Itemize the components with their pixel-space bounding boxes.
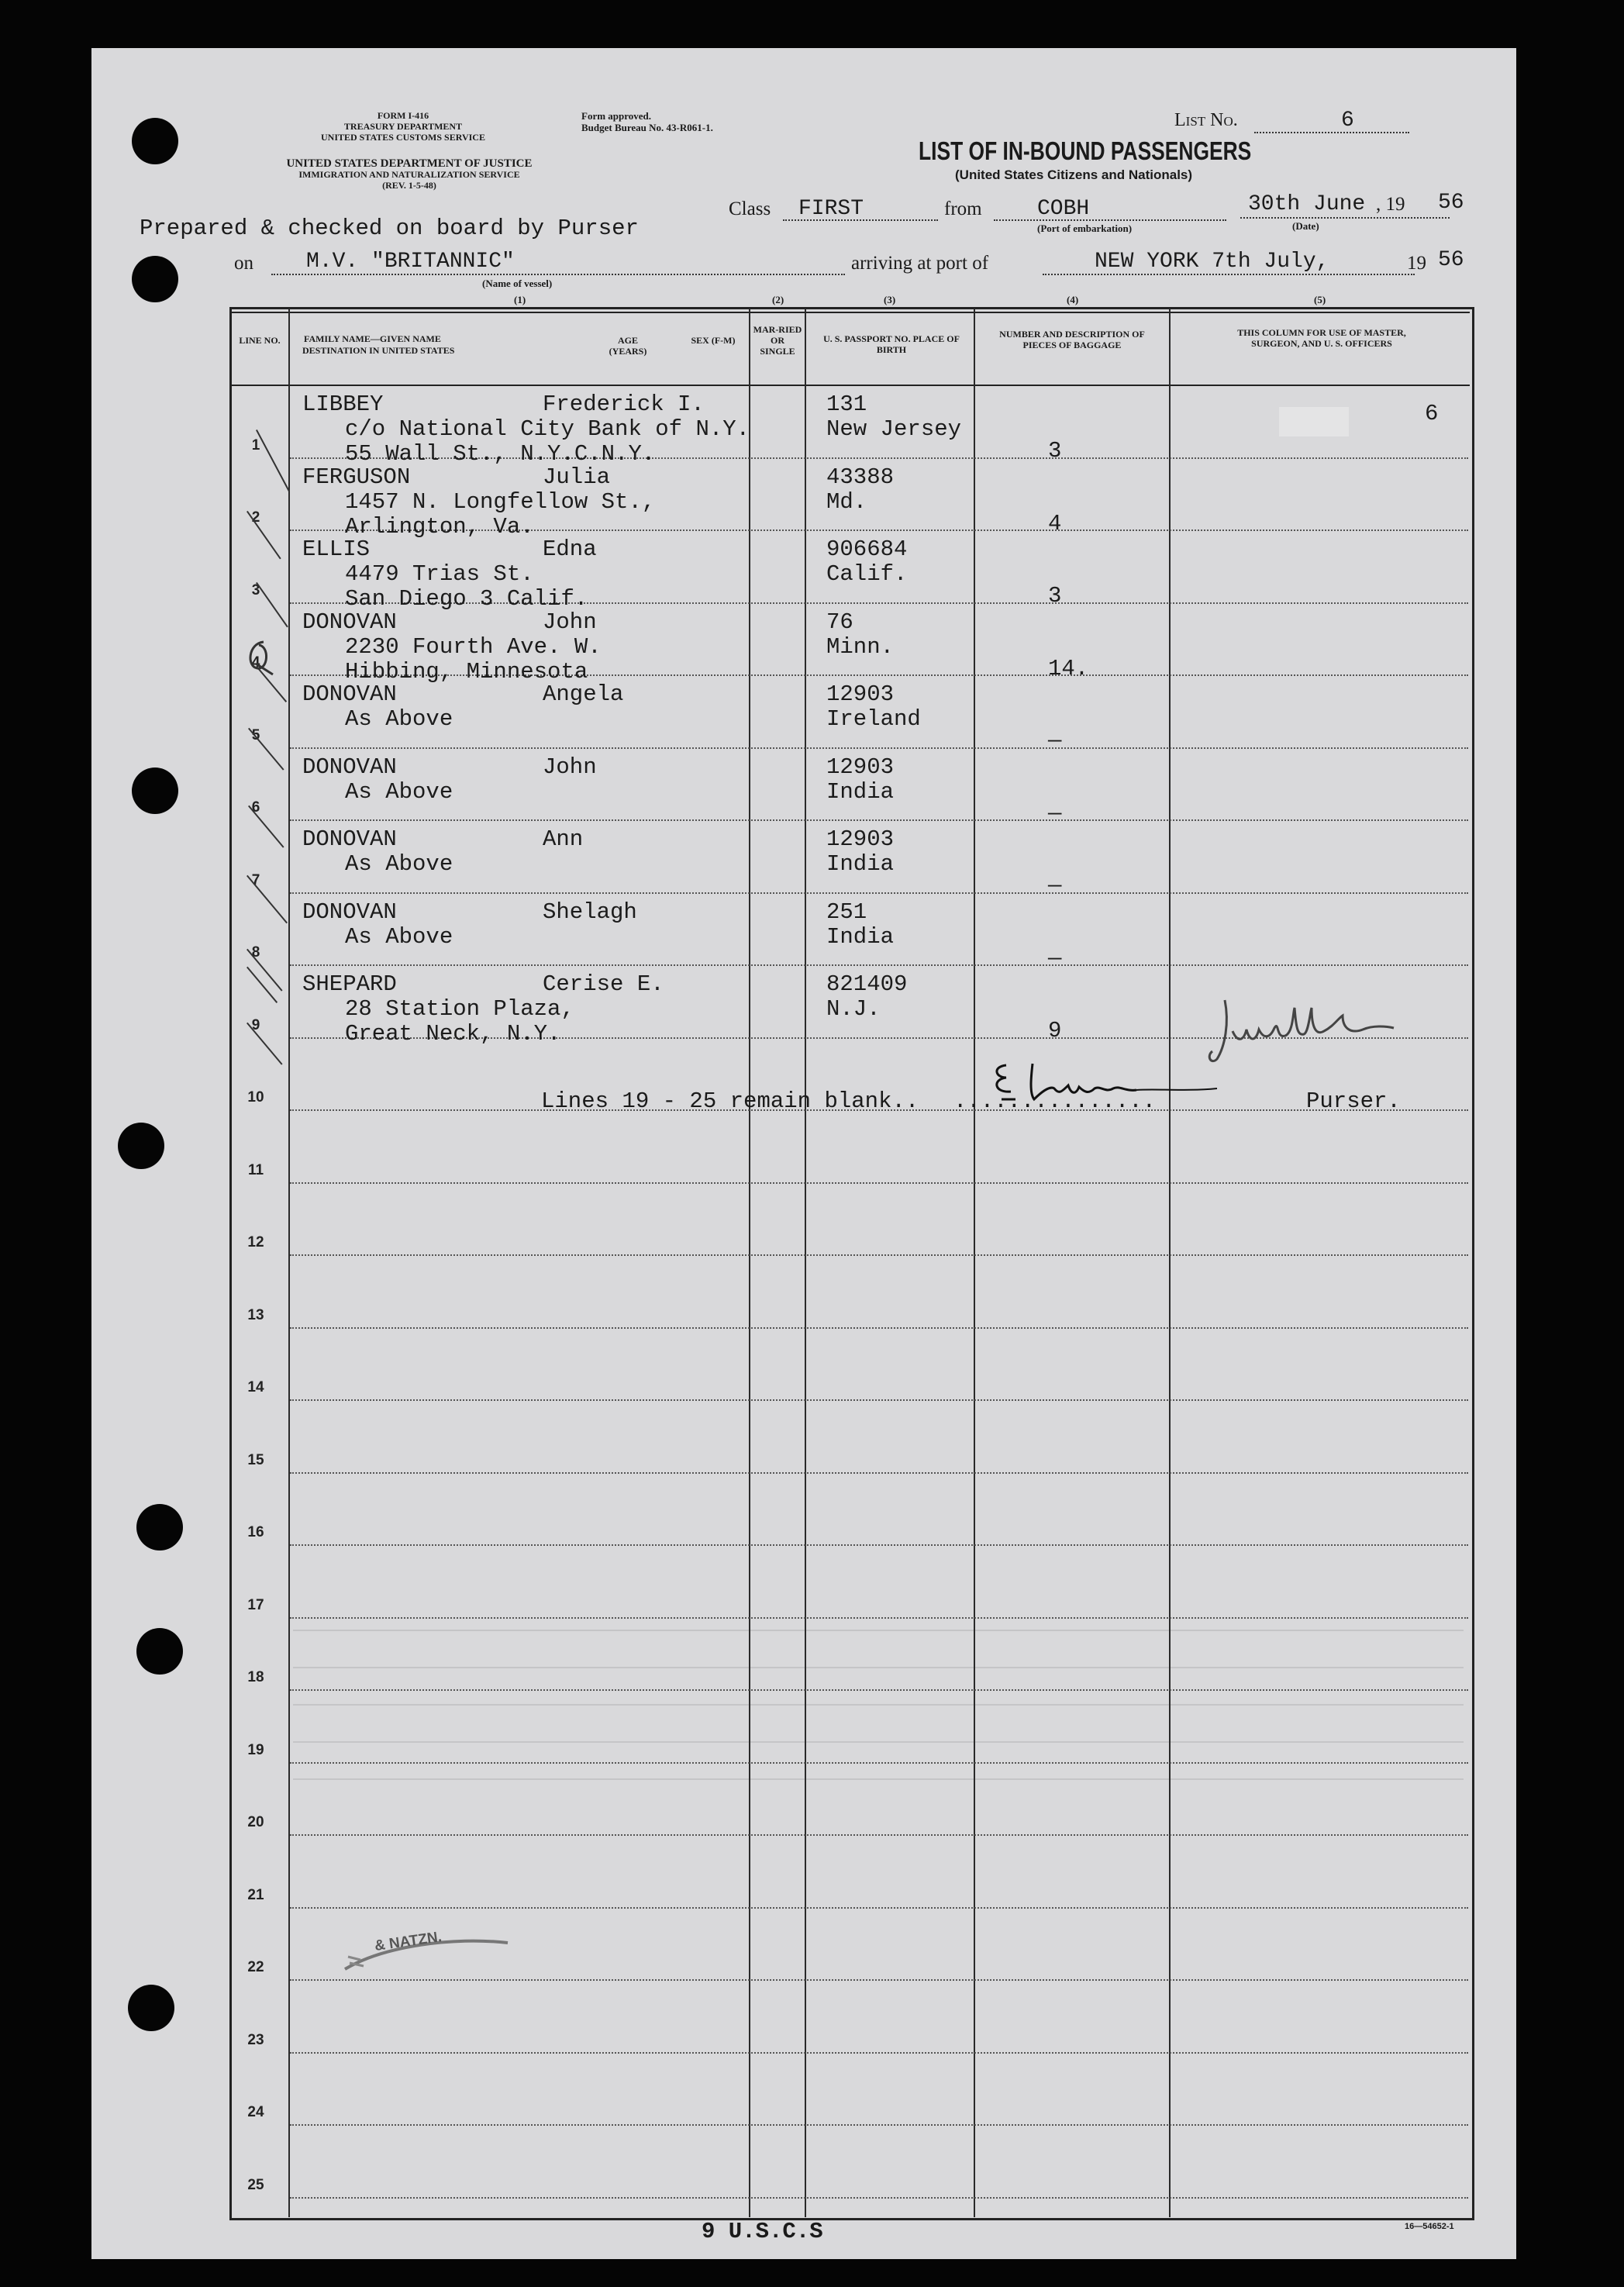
vessel-caption: (Name of vessel) (482, 278, 553, 289)
destination-line-1: As Above (345, 924, 453, 950)
line-number: 23 (247, 2032, 264, 2048)
place-of-birth: India (826, 924, 895, 950)
line-number: 11 (247, 1162, 264, 1178)
budget-bureau: Budget Bureau No. 43-R061-1. (581, 122, 713, 133)
col-number-4: (4) (1067, 294, 1079, 305)
from-value: COBH (1037, 197, 1090, 221)
ok-mark-icon (240, 636, 279, 682)
row-separator (290, 1182, 1468, 1185)
form-number: FORM I-416 (377, 110, 429, 121)
family-name: DONOVAN (302, 899, 397, 925)
line-number: 8 (251, 944, 260, 961)
line-number: 14 (247, 1379, 264, 1395)
baggage-count: 4 (1048, 511, 1062, 536)
punch-hole (132, 768, 178, 814)
passport-number: 906684 (826, 536, 908, 562)
page-subtitle: (United States Citizens and Nationals) (955, 167, 1193, 182)
col-number-1: (1) (514, 294, 526, 305)
line-number: 15 (247, 1452, 264, 1468)
officer-signature (1202, 985, 1403, 1070)
punch-hole (136, 1504, 183, 1551)
line-number: 17 (247, 1597, 264, 1613)
line-number: 25 (247, 2177, 264, 2193)
vline-passport-right (974, 309, 975, 2217)
given-name: Ann (543, 826, 584, 852)
place-of-birth: India (826, 779, 895, 805)
place-of-birth: Calif. (826, 561, 908, 587)
col-header-sex: SEX (F-M) (691, 335, 736, 346)
year-1: 56 (1438, 191, 1464, 215)
line-number: 7 (251, 872, 260, 888)
class-value: FIRST (798, 197, 864, 221)
col-header-age: AGE (YEARS) (609, 335, 647, 357)
baggage-count: 9 (1048, 1018, 1062, 1043)
destination-line-1: c/o National City Bank of N.Y. (345, 416, 750, 442)
punch-hole (118, 1123, 164, 1169)
passport-number: 76 (826, 609, 853, 635)
row-separator (290, 892, 1468, 895)
bleed-through (293, 1605, 1464, 1806)
given-name: Julia (543, 464, 611, 490)
line-number: 1 (251, 437, 260, 454)
stamp (337, 1923, 515, 1977)
destination-line-1: As Above (345, 779, 453, 805)
col-number-3: (3) (884, 294, 896, 305)
line-number: 22 (247, 1959, 264, 1975)
vline-married-left (749, 309, 750, 2217)
page-title: LIST OF IN-BOUND PASSENGERS (919, 136, 1252, 165)
baggage-count: 14. (1048, 656, 1089, 681)
year-prefix-2: 19 (1407, 253, 1426, 274)
col-number-5: (5) (1314, 294, 1326, 305)
row-separator (290, 1399, 1468, 1402)
line-number: 12 (247, 1234, 264, 1250)
destination-line-1: 2230 Fourth Ave. W. (345, 634, 602, 660)
col-number-2: (2) (772, 294, 784, 305)
vessel-value: M.V. "BRITANNIC" (306, 250, 515, 274)
punch-hole (128, 1985, 174, 2031)
line-number: 16 (247, 1524, 264, 1540)
from-label: from (944, 198, 982, 219)
vessel-line (271, 274, 845, 275)
family-name: ELLIS (302, 536, 371, 562)
row-separator (290, 1472, 1468, 1475)
place-of-birth: India (826, 851, 895, 877)
line-number: 18 (247, 1669, 264, 1685)
officer-smudge (1279, 407, 1349, 436)
line-number: 5 (251, 727, 260, 743)
passport-number: 43388 (826, 464, 895, 490)
baggage-count: — (1048, 801, 1062, 826)
family-name: FERGUSON (302, 464, 411, 490)
destination-line-2: San Diego 3 Calif. (345, 586, 588, 612)
passport-number: 821409 (826, 971, 908, 997)
row-separator (290, 1327, 1468, 1330)
header-bottom-rule (229, 385, 1470, 386)
baggage-count: 3 (1048, 438, 1062, 464)
col-header-married: MAR-RIED OR SINGLE (753, 324, 802, 357)
passport-number: 12903 (826, 754, 895, 780)
passport-number: 131 (826, 392, 867, 417)
row-separator (290, 1254, 1468, 1257)
line-number: 2 (251, 509, 260, 526)
year-2: 56 (1438, 248, 1464, 272)
vline-lineno (288, 309, 290, 2217)
punch-hole (132, 256, 178, 302)
date-line (1240, 217, 1450, 219)
vline-baggage-right (1169, 309, 1171, 2217)
row-separator (290, 1834, 1468, 1837)
date-caption: (Date) (1292, 220, 1319, 232)
form-block (287, 110, 519, 143)
destination-line-2: 55 Wall St., N.Y.C.N.Y. (345, 441, 656, 467)
vline-married-right (805, 309, 806, 2217)
destination-line-1: 1457 N. Longfellow St., (345, 489, 656, 515)
baggage-count: 3 (1048, 583, 1062, 609)
family-name: DONOVAN (302, 754, 397, 780)
given-name: Frederick I. (543, 392, 705, 417)
destination-line-1: As Above (345, 706, 453, 732)
given-name: Cerise E. (543, 971, 664, 997)
passport-number: 251 (826, 899, 867, 925)
col-header-destination: DESTINATION IN UNITED STATES (302, 345, 455, 356)
given-name: John (543, 754, 597, 780)
col-header-passport: U. S. PASSPORT NO. PLACE OF BIRTH (823, 333, 960, 355)
destination-line-1: As Above (345, 851, 453, 877)
row-separator (290, 1544, 1468, 1547)
row-separator (290, 2124, 1468, 2127)
year-prefix-1: , 19 (1376, 194, 1405, 215)
line-number: 20 (247, 1814, 264, 1830)
footer-left: 9 U.S.C.S (702, 2219, 823, 2244)
dept-justice: UNITED STATES DEPARTMENT OF JUSTICE (286, 157, 533, 170)
prepared-note: Prepared & checked on board by Purser (140, 216, 639, 241)
form-approved: Form approved. (581, 110, 652, 122)
col-header-name: FAMILY NAME—GIVEN NAME (304, 333, 441, 344)
dept-block (231, 158, 588, 191)
col-header-line-no: LINE NO. (239, 335, 281, 346)
footer-right: 16—54652-1 (1405, 2222, 1454, 2231)
line-number: 13 (247, 1307, 264, 1323)
given-name: John (543, 609, 597, 635)
treasury-dept: TREASURY DEPARTMENT (343, 121, 463, 132)
arrival-value: NEW YORK 7th July, (1095, 250, 1329, 274)
punch-hole (136, 1628, 183, 1675)
line-number: 9 (251, 1017, 260, 1033)
blank-note-leader: ............... (953, 1088, 1157, 1114)
col-header-baggage: NUMBER AND DESCRIPTION OF PIECES OF BAGGAGE (999, 329, 1145, 350)
line-number: 3 (251, 582, 260, 598)
from-line (994, 219, 1226, 221)
baggage-count: — (1048, 873, 1062, 899)
list-no-value: 6 (1341, 109, 1354, 133)
purser-label: Purser. (1306, 1088, 1401, 1114)
family-name: DONOVAN (302, 826, 397, 852)
place-of-birth: Md. (826, 489, 867, 515)
line-number: 4 (251, 654, 260, 671)
line-number: 19 (247, 1742, 264, 1758)
passport-number: 12903 (826, 826, 895, 852)
given-name: Shelagh (543, 899, 637, 925)
baggage-count: — (1048, 946, 1062, 971)
given-name: Angela (543, 681, 624, 707)
row-separator (290, 2052, 1468, 2054)
row-separator (290, 2197, 1468, 2199)
blank-note: Lines 19 - 25 remain blank.. (541, 1088, 919, 1114)
customs-service: UNITED STATES CUSTOMS SERVICE (321, 132, 485, 143)
given-name: Edna (543, 536, 597, 562)
line-number: 21 (247, 1887, 264, 1903)
arriving-label: arriving at port of (851, 253, 989, 274)
destination-line-2: Great Neck, N.Y. (345, 1021, 561, 1047)
destination-line-1: 28 Station Plaza, (345, 996, 574, 1022)
table-top-double (229, 312, 1470, 313)
place-of-birth: New Jersey (826, 416, 962, 442)
row-separator (290, 819, 1468, 822)
destination-line-2: Arlington, Va. (345, 514, 534, 540)
place-of-birth: Minn. (826, 634, 895, 660)
line-number: 6 (251, 799, 260, 816)
stamp-text: & NATZN. (373, 1929, 443, 1954)
line-number: 24 (247, 2104, 264, 2120)
date-value: 30th June (1248, 192, 1366, 216)
destination-line-1: 4479 Trias St. (345, 561, 534, 587)
baggage-count: — (1048, 728, 1062, 754)
list-no-label: List No. (1174, 110, 1238, 130)
place-of-birth: N.J. (826, 996, 881, 1022)
form-approved-block (581, 110, 713, 133)
arrival-line (1043, 274, 1415, 275)
passport-number: 12903 (826, 681, 895, 707)
family-name: LIBBEY (302, 392, 384, 417)
family-name: DONOVAN (302, 609, 397, 635)
row-separator (290, 1907, 1468, 1909)
col-header-officers: THIS COLUMN FOR USE OF MASTER, SURGEON, AND U. S. OFFICERS (1237, 327, 1406, 349)
family-name: DONOVAN (302, 681, 397, 707)
destination-line-2: Hibbing, Minnesota (345, 659, 588, 685)
row-separator (290, 964, 1468, 967)
list-no-line (1254, 132, 1409, 133)
port-caption: (Port of embarkation) (1037, 222, 1133, 234)
family-name: SHEPARD (302, 971, 397, 997)
ins-service: IMMIGRATION AND NATURALIZATION SERVICE (298, 169, 520, 180)
line-number: 10 (247, 1089, 264, 1106)
row-separator (290, 747, 1468, 750)
officer-note: 6 (1425, 401, 1439, 426)
on-label: on (234, 253, 253, 274)
row-separator (290, 1979, 1468, 1982)
revision: (REV. 1-5-48) (382, 180, 436, 191)
place-of-birth: Ireland (826, 706, 921, 732)
punch-hole (132, 118, 178, 164)
class-label: Class (729, 198, 771, 219)
